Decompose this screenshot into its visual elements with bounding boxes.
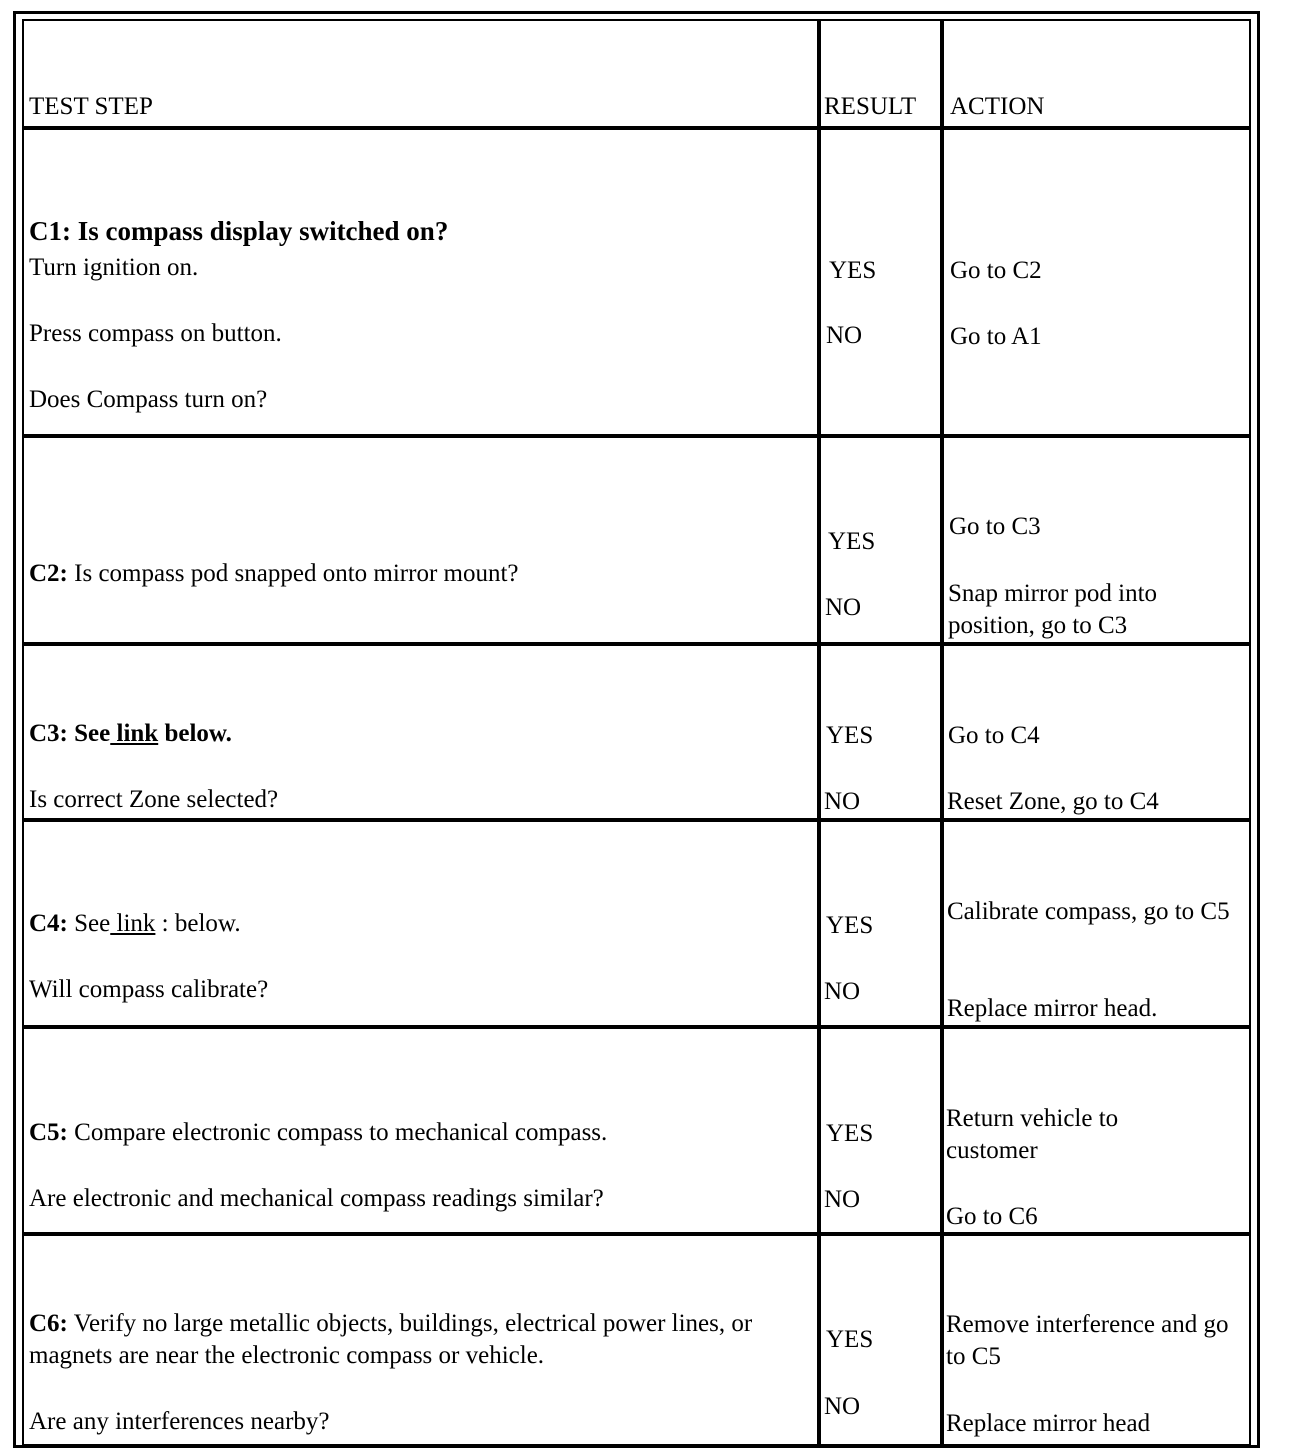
step-c6-line: Are any interferences nearby?: [29, 1408, 330, 1435]
step-c4: [22, 820, 819, 1027]
action-c1-no: Go to A1: [950, 323, 1042, 350]
header-action: [942, 19, 1251, 128]
action-c1: [942, 128, 1251, 436]
step-c3: [22, 644, 819, 820]
action-c5-no: Go to C6: [946, 1203, 1038, 1230]
header-test-step-label: TEST STEP: [29, 93, 153, 120]
step-c5: [22, 1027, 819, 1234]
step-c3-question: C3: See link below.: [29, 720, 232, 747]
step-c1-line-3: Does Compass turn on?: [29, 386, 268, 413]
step-c2-question: C2: Is compass pod snapped onto mirror mount?: [29, 560, 519, 587]
step-c1-line-1: Turn ignition on.: [29, 254, 199, 281]
action-c4-yes: Calibrate compass, go to C5: [947, 898, 1230, 925]
step-c6-question: C6: Verify no large metallic objects, buildings, electrical power lines, or magnets are near the electronic compass or vehicle.: [29, 1310, 753, 1369]
action-c3-yes: Go to C4: [948, 722, 1040, 749]
step-c3-line: Is correct Zone selected?: [29, 786, 279, 813]
step-c1-question: C1: Is compass display switched on?: [29, 216, 449, 246]
header-result-label: RESULT: [824, 93, 917, 120]
action-c3-no: Reset Zone, go to C4: [947, 788, 1159, 815]
result-c4: [819, 820, 942, 1027]
result-c3-yes: YES: [826, 722, 874, 749]
header-action-label: ACTION: [950, 93, 1045, 120]
action-c6: [942, 1234, 1251, 1446]
action-c6-no: Replace mirror head: [946, 1410, 1151, 1437]
step-c3-link[interactable]: link: [110, 720, 159, 747]
result-c5-yes: YES: [826, 1120, 874, 1147]
action-c2-no: Snap mirror pod into position, go to C3: [948, 580, 1158, 639]
result-c3-no: NO: [824, 788, 861, 815]
action-c2-yes: Go to C3: [949, 513, 1041, 540]
result-c4-no: NO: [824, 978, 861, 1005]
action-c4: [942, 820, 1251, 1027]
step-c1-line-2: Press compass on button.: [29, 320, 282, 347]
result-c4-yes: YES: [826, 912, 874, 939]
action-c3: [942, 644, 1251, 820]
action-c4-no: Replace mirror head.: [947, 995, 1158, 1022]
step-c4-line: Will compass calibrate?: [29, 976, 269, 1003]
action-c1-yes: Go to C2: [950, 257, 1042, 284]
step-c2: [22, 436, 819, 644]
result-c3: [819, 644, 942, 820]
result-c2: [819, 436, 942, 644]
action-c5-yes: Return vehicle to customer: [946, 1105, 1119, 1164]
step-c5-line: Are electronic and mechanical compass readings similar?: [29, 1185, 604, 1212]
result-c6: [819, 1234, 942, 1446]
result-c1-no: NO: [826, 322, 863, 349]
header-result: [819, 19, 942, 128]
result-c5: [819, 1027, 942, 1234]
result-c6-no: NO: [824, 1393, 861, 1420]
step-c5-question: C5: Compare electronic compass to mechanical compass.: [29, 1119, 608, 1146]
result-c1-yes: YES: [829, 257, 877, 284]
step-c4-link[interactable]: link: [110, 910, 156, 937]
result-c5-no: NO: [824, 1186, 861, 1213]
result-c2-yes: YES: [828, 528, 876, 555]
result-c2-no: NO: [825, 594, 862, 621]
header-test-step: [22, 19, 819, 128]
step-c1: [22, 128, 819, 436]
step-c4-question: C4: See link : below.: [29, 910, 241, 937]
result-c6-yes: YES: [826, 1326, 874, 1353]
step-c6: [22, 1234, 819, 1446]
action-c6-yes: Remove interference and go to C5: [946, 1311, 1229, 1370]
result-c1: [819, 128, 942, 436]
action-c2: [942, 436, 1251, 644]
action-c5: [942, 1027, 1251, 1234]
